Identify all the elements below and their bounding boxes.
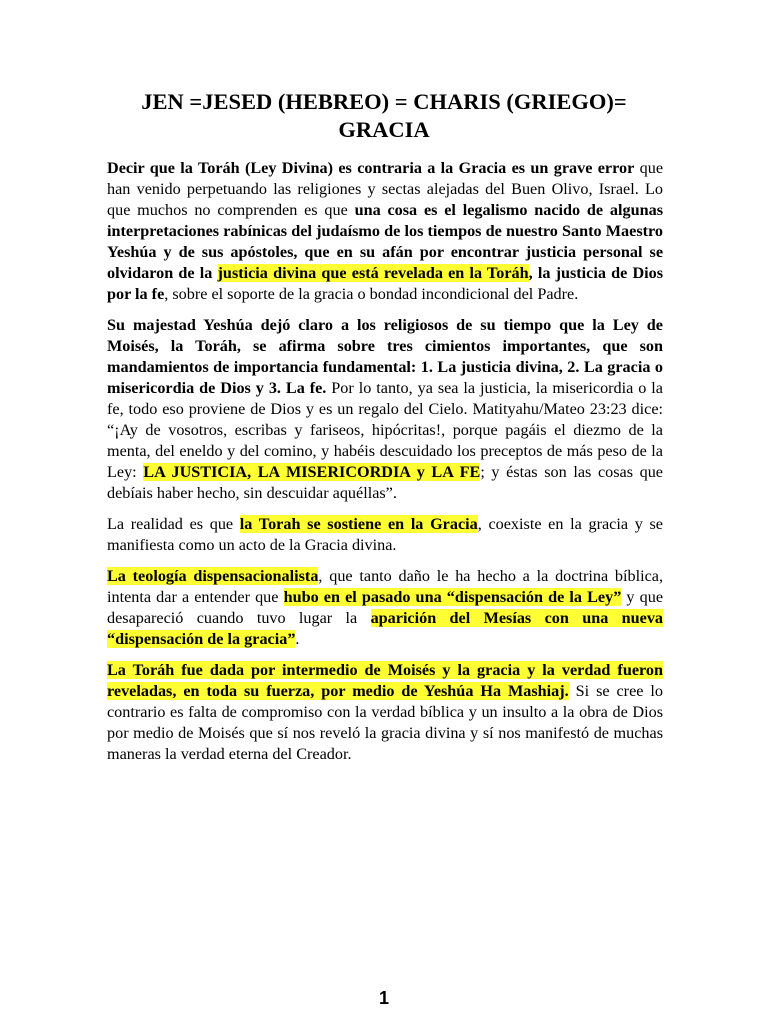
- highlighted-text: aparición del Mesías con una nueva “dispensación de la gracia”: [107, 609, 664, 648]
- text-run: que han venido perpetuando las religiones y sectas alejadas del Buen Olivo, Israel. Lo que muchos no comprenden es que: [107, 159, 664, 219]
- text-run: Decir que la Toráh (Ley Divina) es contraria a la Gracia es un grave error: [107, 159, 635, 177]
- page-title: [60, 88, 708, 144]
- highlighted-text: LA JUSTICIA, LA MISERICORDIA y LA FE: [143, 463, 481, 481]
- text-run: Su majestad Yeshúa dejó claro a los religiosos de su tiempo que la Ley de Moisés, la Toráh, se afirma sobre tres cimientos importantes, que son mandamientos de importancia fundamental: 1. La justicia divina, 2. La gracia o misericordia de Dios y 3. La fe.: [107, 316, 663, 397]
- title-line-1: JEN =JESED (HEBREO) = CHARIS (GRIEGO)=: [141, 89, 627, 114]
- text-run: , la justicia de Dios por la fe: [107, 264, 664, 303]
- highlighted-text: La teología dispensacionalista: [107, 567, 319, 585]
- highlighted-text: hubo en el pasado una “dispensación de la Ley”: [283, 588, 622, 606]
- text-run: .: [295, 630, 300, 648]
- paragraph-2: [107, 315, 663, 504]
- highlighted-text: La Toráh fue dada por intermedio de Moisés y la gracia y la verdad fueron reveladas, en toda su fuerza, por medio de Yeshúa Ha Mashiaj.: [107, 661, 663, 700]
- text-run: y que desapareció cuando tuvo lugar la: [107, 588, 663, 627]
- document-body: [107, 158, 663, 775]
- text-run: La realidad es que: [107, 515, 240, 533]
- title-line-2: GRACIA: [338, 117, 430, 142]
- paragraph-4: [107, 566, 663, 650]
- paragraph-5: [107, 660, 663, 765]
- highlighted-text: justicia divina que está revelada en la Toráh: [217, 264, 529, 282]
- page-number: 1: [378, 988, 389, 1008]
- text-run: ; y éstas son las cosas que debíais haber hecho, sin descuidar aquéllas”.: [107, 463, 663, 502]
- text-run: , coexiste en la gracia y se manifiesta como un acto de la Gracia divina.: [107, 515, 663, 554]
- text-run: Por lo tanto, ya sea la justicia, la misericordia o la fe, todo eso proviene de Dios y es un regalo del Cielo. Matityahu/Mateo 23:23 dice: “¡Ay de vosotros, escribas y fariseos, hipócritas!, porque pagáis el diezmo de la menta, del eneldo y del comino, y habéis descuidado los preceptos de más peso de la Ley:: [107, 379, 663, 481]
- highlighted-text: la Torah se sostiene en la Gracia: [239, 515, 478, 533]
- text-run: una cosa es el legalismo nacido de algunas interpretaciones rabínicas del judaísmo de los tiempos de nuestro Santo Maestro Yeshúa y de sus apóstoles, que en su afán por encontrar justicia personal se olvidaron de la: [107, 201, 663, 282]
- text-run: Si se cree lo contrario es falta de compromiso con la verdad bíblica y un insulto a la obra de Dios por medio de Moisés que sí nos reveló la gracia divina y sí nos manifestó de muchas maneras la verdad eterna del Creador.: [107, 682, 663, 763]
- paragraph-1: [107, 158, 663, 305]
- text-run: , sobre el soporte de la gracia o bondad incondicional del Padre.: [164, 285, 579, 303]
- paragraph-3: [107, 514, 663, 556]
- text-run: , que tanto daño le ha hecho a la doctrina bíblica, intenta dar a entender que: [107, 567, 663, 606]
